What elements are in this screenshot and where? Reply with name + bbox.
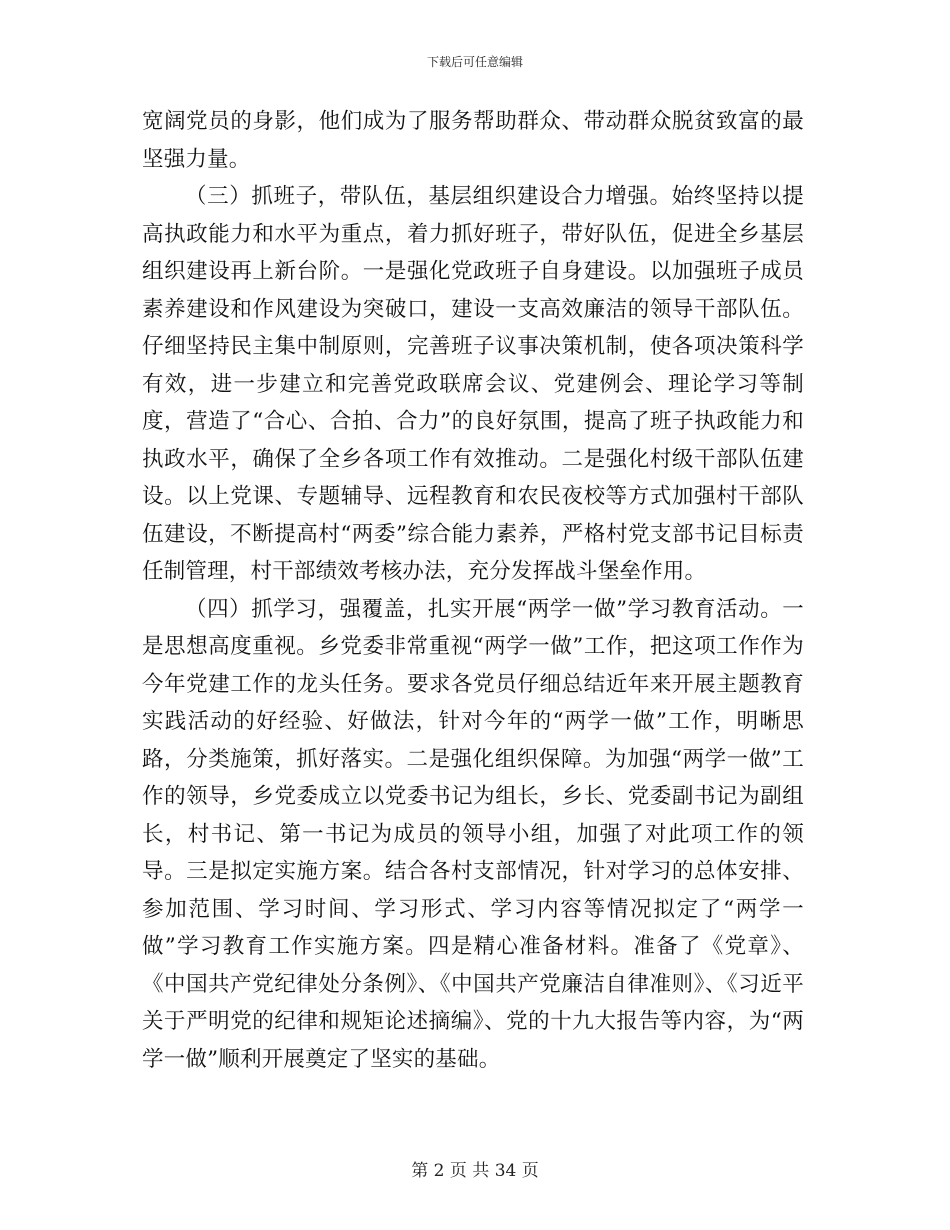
paragraph-continuation: 宽阔党员的身影，他们成为了服务帮助群众、带动群众脱贫致富的最坚强力量。	[142, 109, 804, 172]
document-body	[142, 103, 804, 1078]
page-header-note: 下载后可任意编辑	[426, 55, 523, 69]
paragraph-section-four: （四）抓学习，强覆盖，扎实开展“两学一做”学习教育活动。一是思想高度重视。乡党委非常重视“两学一做”工作，把这项工作作为今年党建工作的龙头任务。要求各党员仔细总结近年来开展主题教育实践活动的好经验、好做法，针对今年的“两学一做”工作，明晰思路，分类施策，抓好落实。二是强化组织保障。为加强“两学一做”工作的领导，乡党委成立以党委书记为组长，乡长、党委副书记为副组长，村书记、第一书记为成员的领导小组，加强了对此项工作的领导。三是拟定实施方案。结合各村支部情况，针对学习的总体安排、参加范围、学习时间、学习形式、学习内容等情况拟定了“两学一做”学习教育工作实施方案。四是精心准备材料。准备了《党章》、《中国共产党纪律处分条例》、《中国共产党廉洁自律准则》、《习近平关于严明党的纪律和规矩论述摘编》、党的十九大报告等内容，为“两学一做”顺利开展奠定了坚实的基础。	[142, 596, 804, 1072]
page-number: 第 2 页 共 34 页	[411, 1161, 539, 1181]
paragraph-section-three: （三）抓班子，带队伍，基层组织建设合力增强。始终坚持以提高执政能力和水平为重点，着力抓好班子，带好队伍，促进全乡基层组织建设再上新台阶。一是强化党政班子自身建设。以加强班子成员素养建设和作风建设为突破口，建设一支高效廉洁的领导干部队伍。仔细坚持民主集中制原则，完善班子议事决策机制，使各项决策科学有效，进一步建立和完善党政联席会议、党建例会、理论学习等制度，营造了“合心、合拍、合力”的良好氛围，提高了班子执政能力和执政水平，确保了全乡各项工作有效推动。二是强化村级干部队伍建设。以上党课、专题辅导、远程教育和农民夜校等方式加强村干部队伍建设，不断提高村“两委”综合能力素养，严格村党支部书记目标责任制管理，村干部绩效考核办法，充分发挥战斗堡垒作用。	[142, 184, 804, 584]
